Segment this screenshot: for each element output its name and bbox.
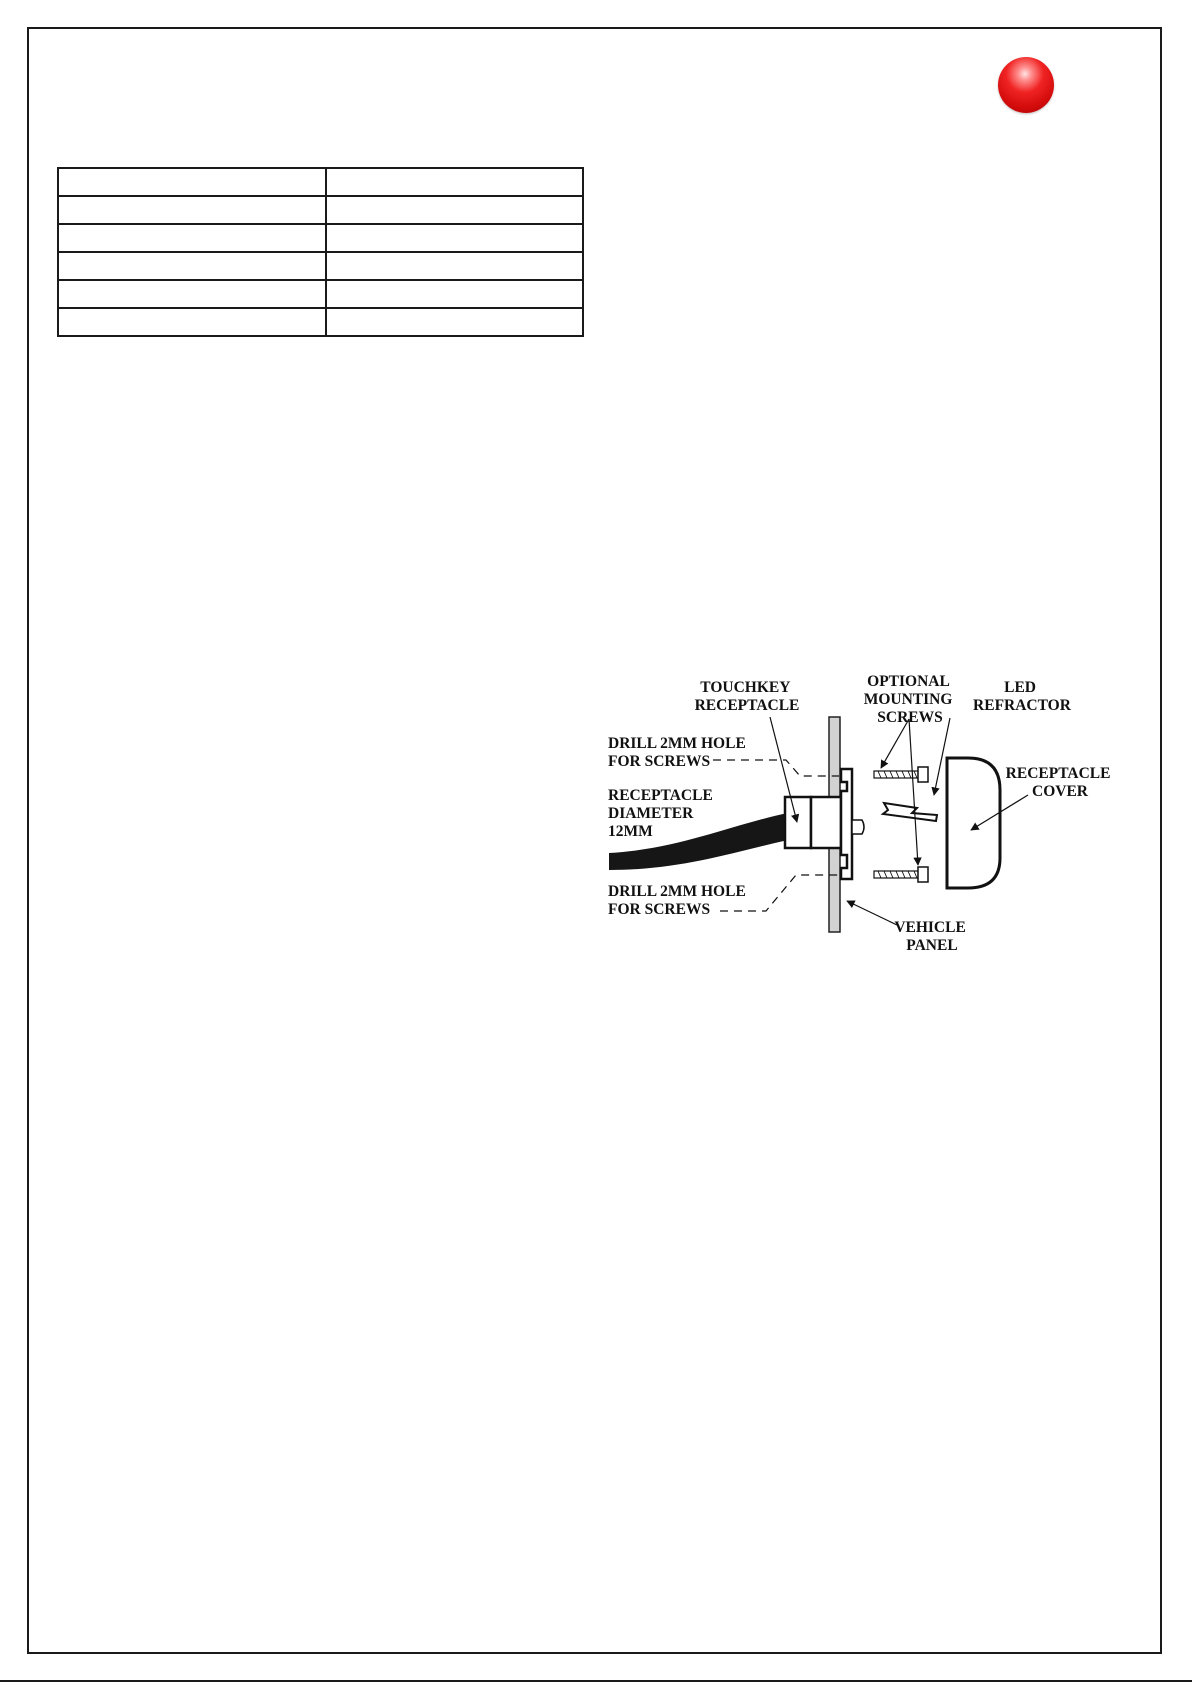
receptacle-body-shape: [811, 797, 841, 848]
receptacle-body-shape: [785, 797, 811, 848]
label-vehicle-panel: VEHICLE PANEL: [894, 919, 966, 954]
led-refractor-shape: [883, 803, 937, 821]
label-receptacle-diameter: RECEPTACLE DIAMETER 12MM: [608, 787, 713, 840]
receptacle-cover-shape: [947, 758, 1000, 888]
led-nub-shape: [852, 820, 864, 834]
mounting-screw-top: [874, 767, 928, 782]
dashed-leader: [713, 760, 839, 776]
label-led-refractor: LED REFRACTOR: [973, 679, 1071, 714]
label-receptacle-cover: RECEPTACLE COVER: [1005, 765, 1111, 800]
receptacle-flange-shape: [841, 769, 852, 879]
label-drill-hole-top: DRILL 2MM HOLE FOR SCREWS: [608, 735, 746, 770]
label-drill-hole-bottom: DRILL 2MM HOLE FOR SCREWS: [608, 883, 746, 918]
arrow-screw-bottom: [909, 719, 918, 865]
mounting-screw-bottom: [874, 867, 928, 882]
label-touchkey-receptacle: TOUCHKEY RECEPTACLE: [694, 679, 800, 714]
label-optional-mounting-screws: OPTIONAL MOUNTING SCREWS: [863, 673, 953, 726]
arrow-vehicle-panel: [847, 901, 897, 925]
arrow-screw-top: [881, 719, 909, 768]
arrow-touchkey: [770, 717, 797, 822]
